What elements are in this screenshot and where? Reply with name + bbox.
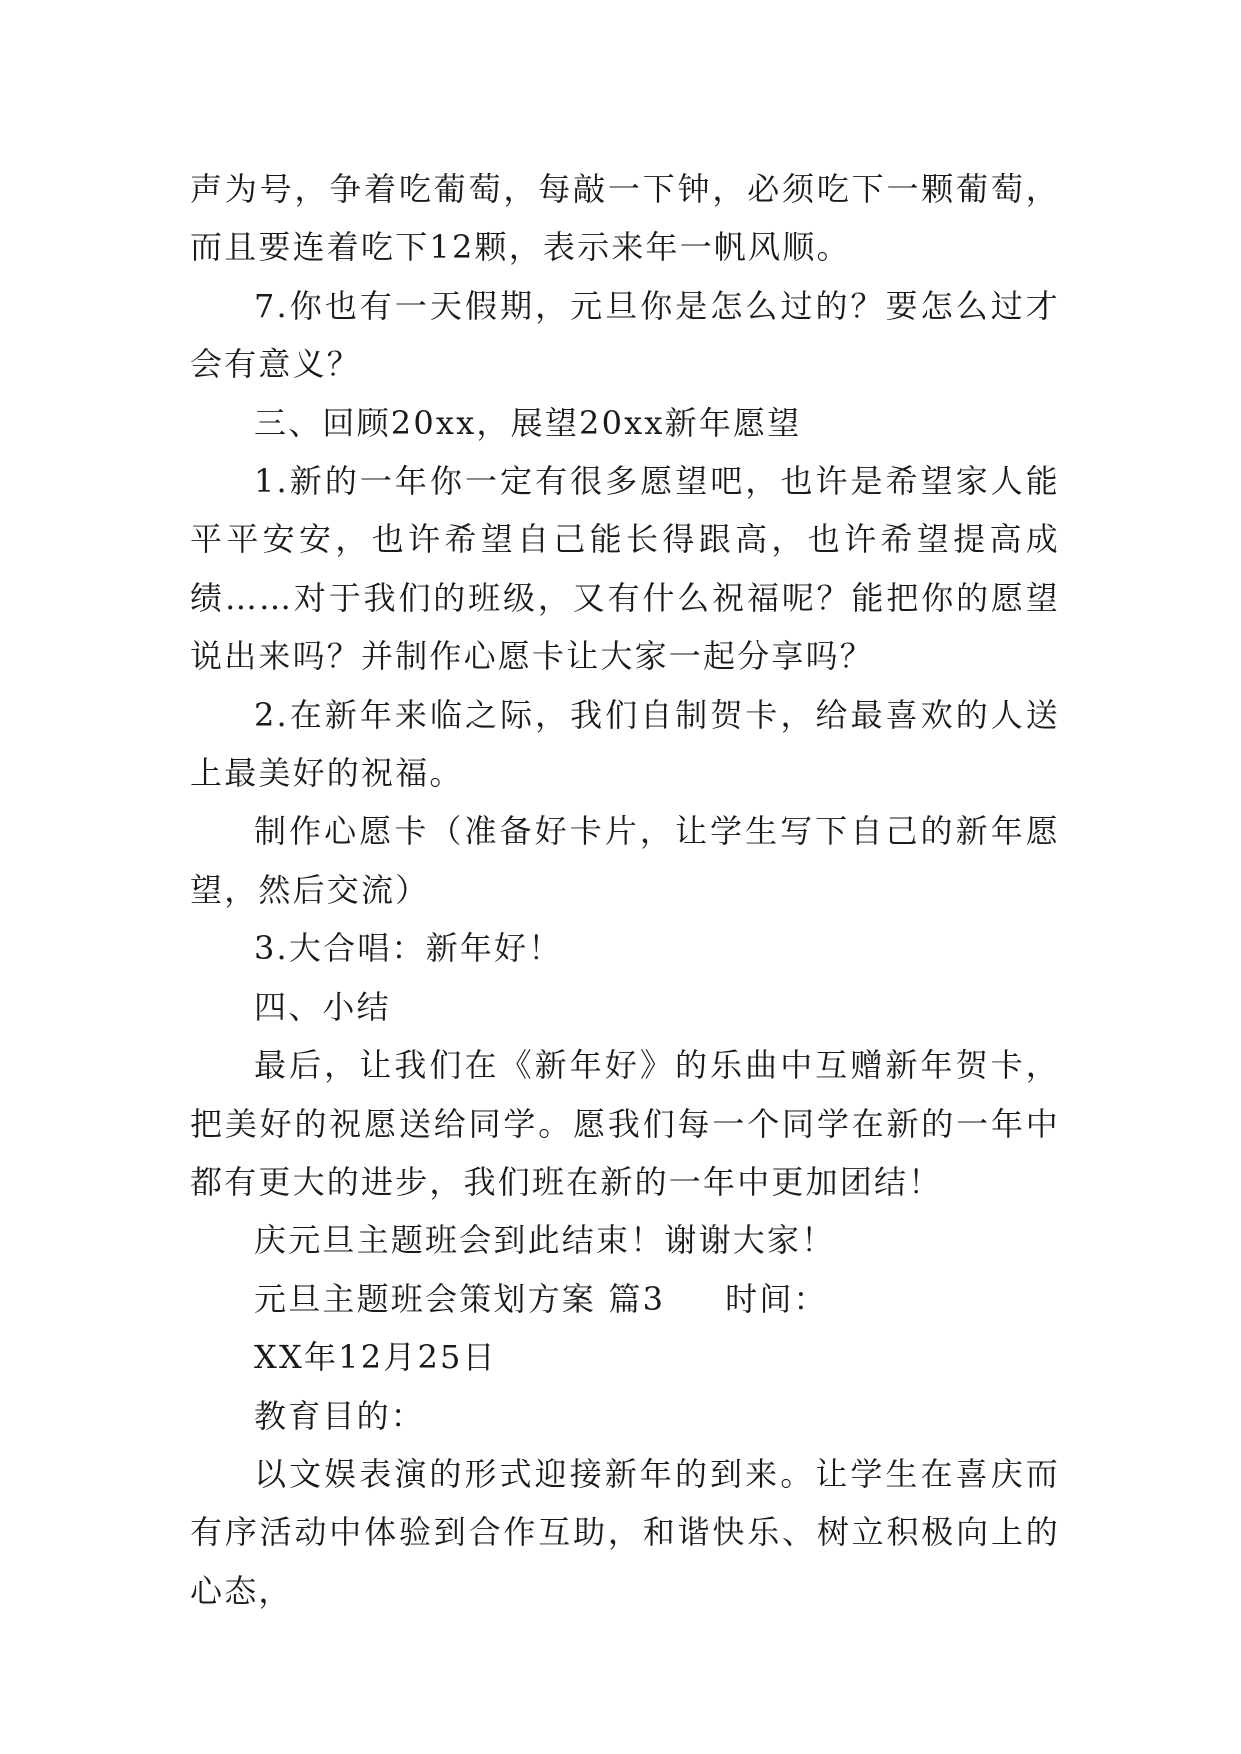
paragraph: 1.新的一年你一定有很多愿望吧，也许是希望家人能平平安安，也许希望自己能长得跟高，也许希望提高成绩……对于我们的班级，又有什么祝福呢？能把你的愿望说出来吗？并制作心愿卡让大家一起分享吗？: [190, 462, 1060, 676]
paragraph: 制作心愿卡（准备好卡片，让学生写下自己的新年愿望，然后交流）: [190, 812, 1060, 909]
paragraph: 3.大合唱：新年好！: [254, 929, 563, 968]
paragraph: 2.在新年来临之际，我们自制贺卡，给最喜欢的人送上最美好的祝福。: [190, 695, 1060, 793]
time-label: 时间：: [725, 1279, 828, 1318]
paragraph: 庆元旦主题班会到此结束！谢谢大家！: [254, 1221, 836, 1260]
section-heading: 三、回顾20xx，展望20xx新年愿望: [254, 403, 802, 442]
date-line: XX年12月25日: [254, 1338, 497, 1377]
plan-title: 元旦主题班会策划方案 篇3: [254, 1279, 666, 1318]
plan-heading-line: [190, 1270, 1060, 1328]
paragraph: 声为号，争着吃葡萄，每敲一下钟，必须吃下一颗葡萄，而且要连着吃下12颗，表示来年一帆风顺。: [190, 170, 1060, 267]
paragraph: 7.你也有一天假期，元旦你是怎么过的？要怎么过才会有意义？: [190, 286, 1060, 384]
section-heading: 四、小结: [254, 987, 391, 1026]
paragraph: 以文娱表演的形式迎接新年的到来。让学生在喜庆而有序活动中体验到合作互助，和谐快乐、树立积极向上的心态，: [190, 1454, 1060, 1610]
section-label: 教育目的：: [254, 1396, 426, 1435]
document-body: [190, 160, 1060, 1620]
paragraph: 最后，让我们在《新年好》的乐曲中互赠新年贺卡，把美好的祝愿送给同学。愿我们每一个同学在新的一年中都有更大的进步，我们班在新的一年中更加团结！: [190, 1046, 1060, 1201]
